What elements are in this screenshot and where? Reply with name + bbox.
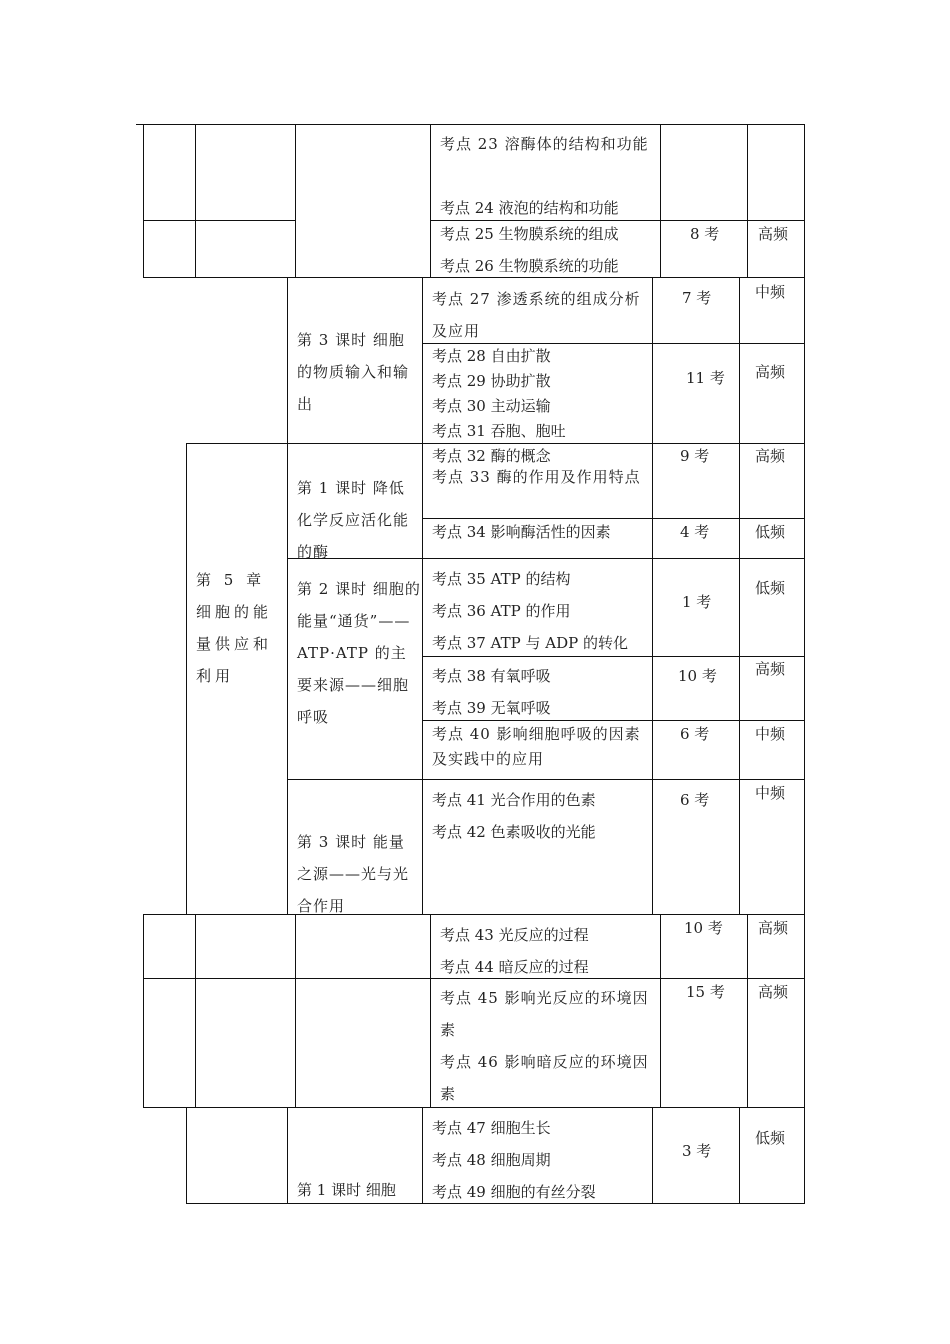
rule: [186, 443, 805, 444]
point-35: 考点 35 ATP 的结构: [432, 570, 571, 588]
chapter-title: 第 5 章 细胞的能量供应和利用: [196, 571, 273, 685]
lesson-title: 第 3 课时 能量之源——光与光合作用: [297, 833, 410, 915]
rule: [430, 914, 431, 1108]
point-27: 考点 27 渗透系统的组成分析及应用: [432, 290, 641, 340]
exam-count: 9 考: [680, 447, 710, 465]
rule: [430, 124, 431, 278]
point-47: 考点 47 细胞生长: [432, 1119, 551, 1137]
rule: [143, 914, 144, 1108]
rule: [295, 124, 296, 278]
exam-count: 15 考: [686, 983, 725, 1001]
exam-count: 3 考: [682, 1142, 712, 1160]
rule: [195, 124, 196, 278]
frequency: 高频: [755, 660, 786, 678]
rule: [739, 1107, 740, 1204]
point-45: 考点 45 影响光反应的环境因素: [440, 989, 649, 1039]
rule: [652, 1107, 653, 1204]
exam-count: 10 考: [684, 919, 723, 937]
rule: [747, 914, 748, 1108]
point-41: 考点 41 光合作用的色素: [432, 791, 596, 809]
rule: [804, 914, 805, 1108]
rule: [747, 124, 748, 278]
point-31: 考点 31 吞胞、胞吐: [432, 422, 566, 440]
frequency: 低频: [755, 579, 786, 597]
rule: [422, 1107, 423, 1204]
frequency: 低频: [755, 523, 786, 541]
rule: [287, 779, 805, 780]
point-37: 考点 37 ATP 与 ADP 的转化: [432, 634, 628, 652]
point-32: 考点 32 酶的概念: [432, 447, 551, 465]
lesson-title: 第 2 课时 细胞的能量“通货”—— ATP·ATP 的主要来源——细胞呼吸: [297, 580, 421, 726]
point-24: 考点 24 液泡的结构和功能: [440, 199, 619, 217]
point-44: 考点 44 暗反应的过程: [440, 958, 589, 976]
point-38: 考点 38 有氧呼吸: [432, 667, 551, 685]
rule: [186, 1203, 805, 1204]
rule: [143, 220, 295, 221]
frequency: 中频: [755, 725, 786, 743]
rule: [804, 1107, 805, 1204]
frequency: 低频: [755, 1129, 786, 1147]
point-25: 考点 25 生物膜系统的组成: [440, 225, 619, 243]
exam-count: 4 考: [680, 523, 710, 541]
rule: [186, 1107, 187, 1204]
point-39: 考点 39 无氧呼吸: [432, 699, 551, 717]
exam-count: 8 考: [690, 225, 720, 243]
frequency: 中频: [755, 784, 786, 802]
point-29: 考点 29 协助扩散: [432, 372, 551, 390]
rule: [422, 656, 805, 657]
point-30: 考点 30 主动运输: [432, 397, 551, 415]
rule: [739, 278, 740, 914]
point-33: 考点 33 酶的作用及作用特点: [432, 468, 641, 486]
point-46: 考点 46 影响暗反应的环境因素: [440, 1053, 649, 1103]
frequency: 中频: [755, 283, 786, 301]
exam-count: 6 考: [680, 725, 710, 743]
point-36: 考点 36 ATP 的作用: [432, 602, 571, 620]
table-tick: [136, 124, 143, 125]
frequency: 高频: [758, 983, 789, 1001]
rule: [295, 914, 296, 1108]
frequency: 高频: [755, 363, 786, 381]
lesson-title: 第 1 课时 细胞: [297, 1181, 396, 1199]
rule: [430, 220, 805, 221]
rule: [287, 1107, 288, 1204]
point-43: 考点 43 光反应的过程: [440, 926, 589, 944]
point-48: 考点 48 细胞周期: [432, 1151, 551, 1169]
exam-count: 1 考: [682, 593, 712, 611]
rule: [804, 278, 805, 914]
frequency: 高频: [758, 919, 789, 937]
point-23: 考点 23 溶酶体的结构和功能: [440, 135, 649, 153]
frequency: 高频: [758, 225, 789, 243]
rule: [143, 124, 805, 125]
rule: [660, 124, 661, 278]
rule: [287, 278, 288, 914]
point-42: 考点 42 色素吸收的光能: [432, 823, 596, 841]
point-34: 考点 34 影响酶活性的因素: [432, 523, 611, 541]
rule: [422, 518, 805, 519]
exam-count: 10 考: [678, 667, 717, 685]
rule: [422, 720, 805, 721]
rule: [804, 124, 805, 278]
rule: [660, 914, 661, 1108]
rule: [143, 978, 805, 979]
rule: [143, 277, 805, 278]
point-40: 考点 40 影响细胞呼吸的因素及实践中的应用: [432, 725, 641, 768]
exam-count: 7 考: [682, 289, 712, 307]
lesson-title: 第 1 课时 降低化学反应活化能的酶: [297, 479, 410, 561]
rule: [143, 124, 144, 278]
rule: [422, 278, 423, 914]
point-28: 考点 28 自由扩散: [432, 347, 551, 365]
exam-count: 11 考: [686, 369, 725, 387]
point-26: 考点 26 生物膜系统的功能: [440, 257, 619, 275]
rule: [195, 914, 196, 1108]
lesson-title: 第 3 课时 细胞的物质输入和输出: [297, 331, 410, 413]
rule: [143, 914, 805, 915]
rule: [652, 278, 653, 914]
point-49: 考点 49 细胞的有丝分裂: [432, 1183, 596, 1201]
frequency: 高频: [755, 447, 786, 465]
exam-count: 6 考: [680, 791, 710, 809]
rule: [186, 443, 187, 914]
